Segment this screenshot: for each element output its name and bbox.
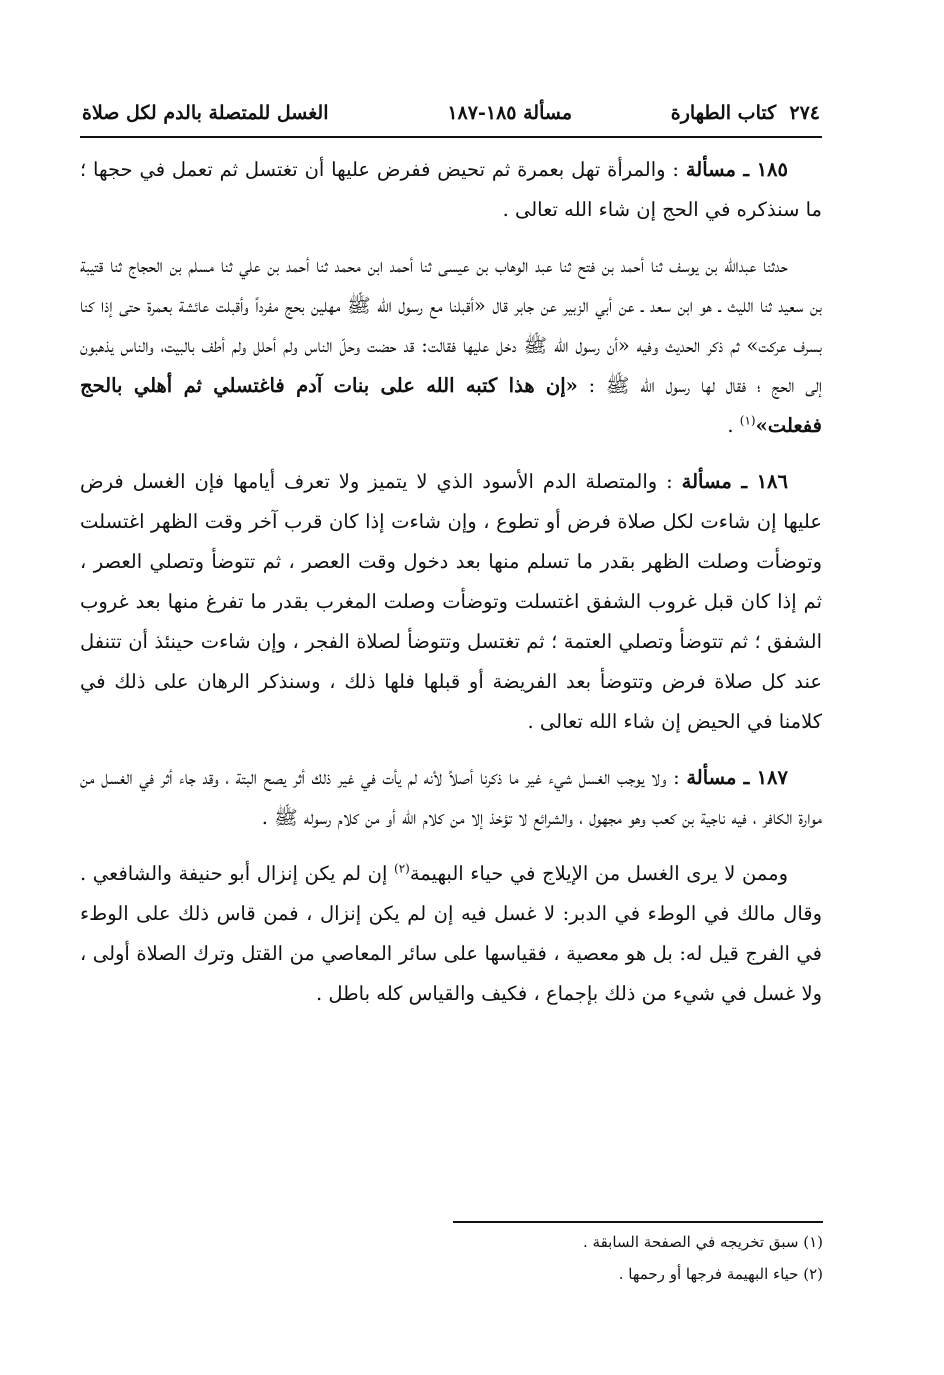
paragraph-hadith [80, 246, 822, 446]
footnote-ref-1[interactable]: (١) [739, 413, 756, 428]
paragraph-text: : والمتصلة الدم الأسود الذي لا يتميز ولا تعرف أيامها فإن الغسل فرض عليها إن شاءت لكل صلاة فرض أو تطوع ، وإن شاءت إذا كان قرب آخر وقت الظهر اغتسلت وتوضأت وصلت الظهر بقدر ما تسلم منها بعد دخول وقت العصر ، ثم تتوضأ وتصلي العصر ، ثم إذا كان قبل غروب الشفق اغتسلت وتوضأت وصلت المغرب بقدر ما تفرغ منها بعد غروب الشفق ؛ ثم تتوضأ وتصلي العتمة ؛ ثم تغتسل وتتوضأ لصلاة الفجر ، وإن شاءت حينئذ أن تتنفل عند كل صلاة فرض وتتوضأ بعد الفريضة أو قبلها فلها ذلك ، وسنذكر الرهان على ذلك في كلامنا في الحيض إن شاء الله تعالى . [80, 470, 822, 733]
paragraph-text: : والمرأة تهل بعمرة ثم تحيض ففرض عليها أن تغتسل ثم تعمل في حجها ؛ ما سنذكره في الحج إن شاء الله تعالى . [80, 158, 822, 221]
issue-range: مسألة ١٨٥-١٨٧ [447, 102, 572, 124]
paragraph-text: حدثنا عبدالله بن يوسف ثنا أحمد بن فتح ثنا عبد الوهاب بن عيسى ثنا أحمد ابن محمد ثنا أحمد بن علي ثنا مسلم بن الحجاج ثنا قتيبة بن سعيد ثنا الليث ـ هو ابن سعد ـ عن أبي الزبير عن جابر قال «أقبلنا مع رسول الله ﷺ مهلين بحج مفرداً وأقبلت عائشة بعمرة حتى إذا كنا بسرف عركت» ثم ذكر الحديث وفيه «أن رسول الله ﷺ دخل عليها فقالت: قد حضت وحلّ الناس ولم أحلل ولم أطف بالبيت، والناس يذهبون إلى الحج ؛ فقال لها رسول الله ﷺ : [80, 254, 822, 397]
paragraph-text: : ولا يوجب الغسل شيء غير ما ذكرنا أصلاً لأنه لم يأت في غير ذلك أثر يصح البتة ، وقد جاء أثر في الغسل من موارة الكافر ، فيه ناجية بن كعب وهو مجهول ، والشرائع لا تؤخذ إلا من كلام الله أو من كلام رسوله ﷺ . [80, 766, 822, 829]
paragraph-tail: . [727, 414, 740, 437]
masala-heading: ١٨٧ ـ مسألة [686, 766, 788, 789]
page-body [80, 150, 822, 1030]
paragraph-text-continued: إن لم يكن إنزال أبو حنيفة والشافعي . وقال مالك في الوطء في الدبر: لا غسل فيه إن لم يكن إنزال ، فمن قاس ذلك على الوطء في الفرج قيل له: بل هو معصية ، فقياسها على سائر المعاصي من القتل وترك الصلاة أولى ، ولا غسل في شيء من ذلك بإجماع ، فكيف والقياس كله باطل . [80, 862, 822, 1005]
footnote-divider [453, 1221, 823, 1223]
header-divider [80, 136, 822, 138]
hadith-quote: «إن هذا كتبه الله على بنات آدم فاغتسلي ثم أهلي بالحج ففعلت» [80, 374, 822, 437]
footnote-2: (٢) حياء البهيمة فرجها أو رحمها . [618, 1265, 823, 1283]
footnote-1: (١) سبق تخريجه في الصفحة السابقة . [582, 1233, 823, 1251]
masala-heading: ١٨٥ ـ مسألة [685, 158, 788, 181]
page-number: ٢٧٤ [789, 102, 820, 124]
paragraph-masala-187 [80, 758, 822, 838]
header-page-and-book [671, 102, 820, 124]
paragraph-masala-186 [80, 462, 822, 742]
footnote-ref-2[interactable]: (٢) [394, 861, 410, 876]
masala-heading: ١٨٦ ـ مسألة [681, 470, 788, 493]
paragraph-masala-185 [80, 150, 822, 230]
paragraph-iylaj [80, 854, 822, 1014]
footnotes [300, 1226, 823, 1290]
paragraph-text: وممن لا يرى الغسل من الإيلاج في حياء البهيمة [409, 862, 788, 885]
section-title: الغسل للمتصلة بالدم لكل صلاة [82, 102, 329, 124]
book-title: كتاب الطهارة [670, 102, 777, 124]
running-header [82, 98, 820, 132]
